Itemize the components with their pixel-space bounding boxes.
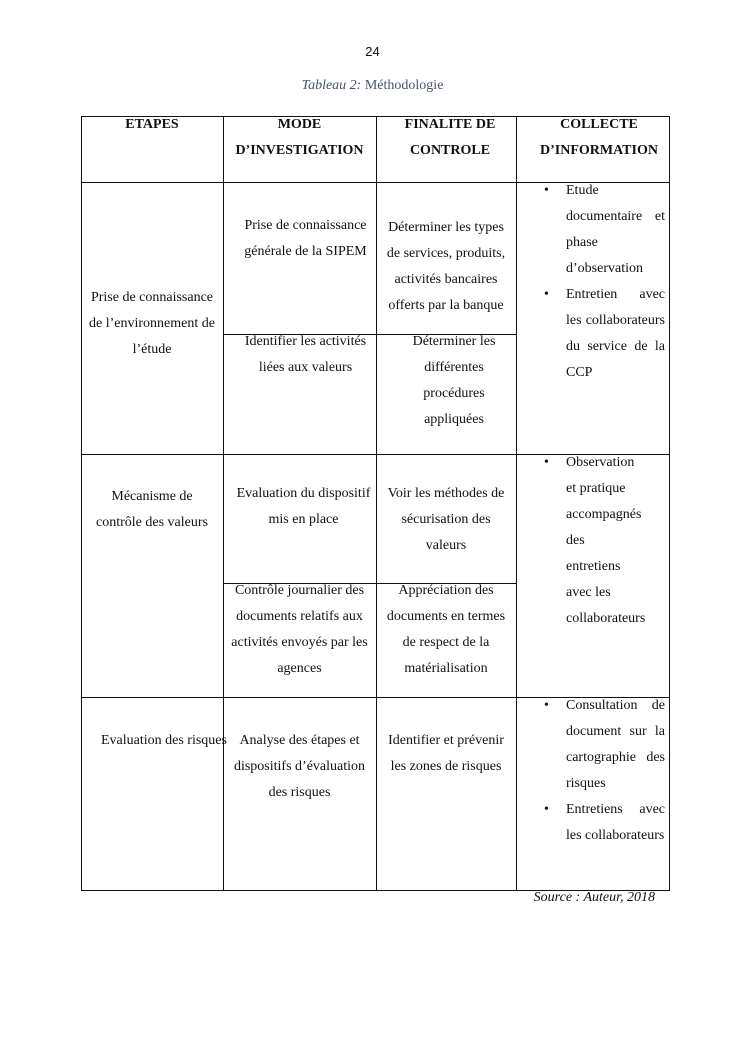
collecte-cell <box>520 450 665 632</box>
bullet-item: • Entretiens avec les collaborateurs <box>520 797 665 849</box>
col-divider <box>516 116 517 891</box>
collecte-cell <box>520 178 665 386</box>
caption-label: Tableau 2: <box>301 78 362 93</box>
finalite-cell: Voir les méthodes de sécurisation des valeurs <box>387 486 505 553</box>
table-caption <box>0 78 745 94</box>
mode-cell: Contrôle journalier des documents relatifs aux activités envoyés par les agences <box>231 583 368 676</box>
bullet-item: • Etude documentaire et phase d’observation <box>520 178 665 282</box>
collecte-cell <box>520 693 665 849</box>
mode-cell: Evaluation du dispositif mis en place <box>236 486 371 527</box>
etape-cell: Prise de connaissance de l’environnement de l’étude <box>89 290 215 357</box>
table-border <box>81 116 82 891</box>
bullet-item: • Entretien avec les collaborateurs du service de la CCP <box>520 282 665 386</box>
etape-cell: Mécanisme de contrôle des valeurs <box>96 489 208 530</box>
finalite-cell: Déterminer les types de services, produits, activités bancaires offerts par la banque <box>386 220 506 313</box>
caption-title: Méthodologie <box>361 78 444 93</box>
source-note: Source : Auteur, 2018 <box>533 890 655 905</box>
finalite-cell: Appréciation des documents en termes de respect de la matérialisation <box>386 583 506 676</box>
table-border <box>669 116 670 891</box>
bullet-item: • Consultation de document sur la cartographie des risques <box>520 693 665 797</box>
header-collecte: COLLECTE D’INFORMATION <box>540 117 658 158</box>
finalite-cell: Identifier et prévenir les zones de risques <box>388 733 504 774</box>
bullet-item: • Observation et pratique accompagnés des entretiens avec les collaborateurs <box>520 450 665 632</box>
header-mode: MODE D’INVESTIGATION <box>235 117 364 158</box>
page-number: 24 <box>365 44 380 59</box>
header-etapes: ETAPES <box>125 117 179 132</box>
col-divider <box>223 116 224 891</box>
mode-cell: Prise de connaissance générale de la SIPEM <box>244 218 367 259</box>
header-finalite: FINALITE DE CONTROLE <box>404 117 496 158</box>
etape-cell: Evaluation des risques <box>101 733 227 748</box>
mode-cell: Identifier les activités liées aux valeurs <box>244 334 367 375</box>
mode-cell: Analyse des étapes et dispositifs d’évaluation des risques <box>233 733 366 800</box>
finalite-cell: Déterminer les différentes procédures appliquées <box>412 334 496 427</box>
